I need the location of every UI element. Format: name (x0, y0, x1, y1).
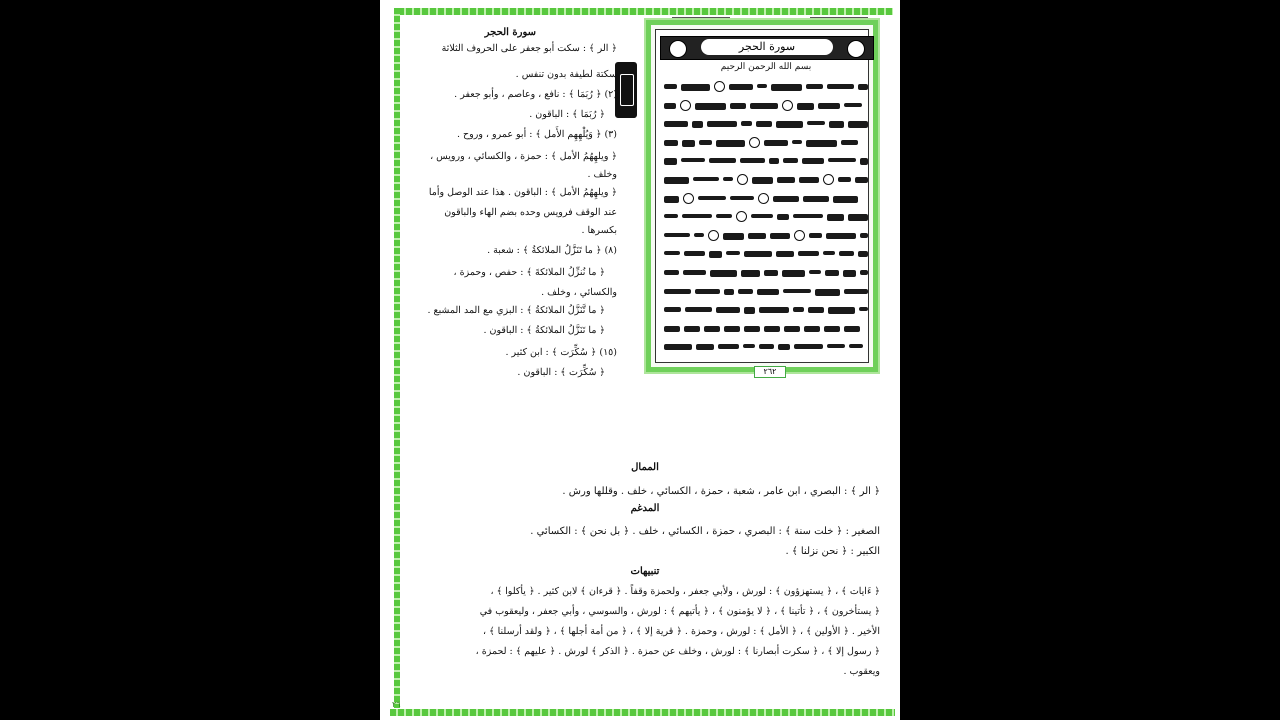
notes-line: وخلف . (587, 169, 617, 180)
calligraphy-word (759, 307, 789, 313)
calligraphy-word (664, 196, 679, 203)
calligraphy-word (858, 251, 868, 257)
page-corner-mark: ٢٦ (392, 700, 401, 709)
quran-line (662, 247, 872, 260)
calligraphy-word (682, 140, 695, 147)
calligraphy-word (716, 214, 732, 218)
calligraphy-word (859, 307, 868, 311)
notes-line: ﴿ ويلهِهُمُ الأمل ﴾ : حمزة ، والكسائي ، ورويس ، (430, 151, 617, 162)
calligraphy-word (797, 103, 814, 110)
calligraphy-word (699, 140, 712, 145)
calligraphy-word (718, 344, 739, 349)
idgham-small-line: الصغير : ﴿ خلت سنة ﴾ : البصري ، حمزة ، الكسائي ، خلف . ﴿ بل نحن ﴾ : الكسائي . (530, 526, 880, 537)
quran-line (662, 173, 872, 186)
notes-line: (٢) ﴿ رُبَمَا ﴾ : نافع ، وعاصم ، وأبو جعفر . (454, 89, 617, 100)
ayah-number-icon (782, 100, 793, 111)
calligraphy-word (664, 84, 677, 89)
calligraphy-word (798, 251, 819, 256)
quran-line (662, 192, 872, 205)
calligraphy-word (793, 307, 804, 312)
calligraphy-word (682, 214, 712, 218)
notes-line: سكتة لطيفة بدون تنفس . (515, 69, 617, 80)
calligraphy-word (770, 233, 790, 239)
calligraphy-word (825, 270, 839, 276)
calligraphy-word (794, 344, 823, 349)
calligraphy-word (828, 307, 855, 314)
calligraphy-word (783, 158, 798, 163)
tanbihat-line: ﴿ رسول إلا ﴾ ، ﴿ سكرت أبصارنا ﴾ : لورش ، وخلف عن حمزة . ﴿ الذكر ﴾ لورش . ﴿ عليهم ﴾ : لحمزة ، (475, 646, 880, 657)
tanbihat-line: ﴿ يستأخرون ﴾ ، ﴿ تأتينا ﴾ ، ﴿ لا يؤمنون ﴾ ، ﴿ يأتيهم ﴾ : لورش ، والسوسي ، وأبي جعفر ، وليعقوب في (479, 606, 880, 617)
mushaf-panel (646, 20, 878, 376)
calligraphy-word (740, 158, 765, 163)
surah-title: سورة الحجر (701, 39, 833, 55)
quran-line (662, 136, 872, 149)
ayah-count-medallion (669, 40, 687, 58)
mushaf-page-number: ٢٦٢ (754, 366, 786, 378)
notes-line: عند الوقف فرويس وحده بضم الهاء والباقون (444, 207, 617, 218)
calligraphy-word (724, 326, 740, 332)
calligraphy-word (841, 140, 858, 145)
calligraphy-word (723, 233, 744, 240)
calligraphy-word (664, 121, 688, 127)
notes-line: ﴿ سُكِّرَت ﴾ : الباقون . (517, 367, 605, 378)
book-page (380, 0, 900, 720)
calligraphy-word (860, 270, 868, 275)
calligraphy-word (726, 251, 740, 255)
quran-line (662, 99, 872, 112)
calligraphy-word (827, 344, 845, 348)
calligraphy-word (849, 344, 863, 348)
notes-title: سورة الحجر (484, 27, 536, 38)
calligraphy-word (808, 307, 824, 313)
calligraphy-word (778, 344, 790, 350)
calligraphy-word (750, 103, 778, 109)
ayah-number-icon (749, 137, 760, 148)
notes-line: بكسرها . (581, 225, 617, 236)
calligraphy-word (664, 307, 681, 312)
quran-line (662, 229, 872, 242)
calligraphy-word (695, 289, 720, 294)
calligraphy-word (784, 326, 800, 332)
calligraphy-word (664, 289, 691, 294)
calligraphy-word (843, 270, 856, 277)
calligraphy-word (844, 289, 868, 294)
calligraphy-word (694, 233, 704, 237)
basmala: بسم الله الرحمن الرحيم (720, 62, 812, 72)
calligraphy-word (664, 326, 680, 332)
calligraphy-word (723, 177, 733, 181)
calligraphy-word (764, 326, 780, 332)
calligraphy-word (710, 270, 737, 277)
calligraphy-word (664, 251, 680, 255)
calligraphy-word (782, 270, 805, 277)
calligraphy-word (828, 158, 856, 162)
calligraphy-word (827, 84, 854, 89)
calligraphy-word (759, 344, 774, 349)
calligraphy-word (838, 177, 851, 182)
calligraphy-word (804, 326, 820, 332)
calligraphy-word (757, 289, 779, 295)
calligraphy-word (683, 270, 706, 275)
calligraphy-word (833, 196, 858, 203)
tanbihat-line: ويعقوب . (843, 666, 880, 677)
calligraphy-word (776, 251, 794, 257)
calligraphy-word (730, 196, 754, 200)
quran-line (662, 322, 872, 335)
notes-line: ﴿ ويلهِهُمُ الأمل ﴾ : الباقون . هذا عند الوصل وأما (428, 187, 617, 198)
calligraphy-word (730, 103, 746, 109)
calligraphy-word (729, 84, 753, 90)
calligraphy-word (684, 251, 705, 256)
calligraphy-word (815, 289, 840, 296)
calligraphy-word (692, 121, 703, 128)
ayah-number-icon (680, 100, 691, 111)
ayah-number-icon (794, 230, 805, 241)
tanbihat-heading: تنبيهات (630, 566, 660, 577)
calligraphy-word (792, 140, 802, 144)
calligraphy-word (756, 121, 772, 127)
quran-line (662, 285, 872, 298)
calligraphy-word (803, 196, 829, 202)
ayah-number-icon (708, 230, 719, 241)
calligraphy-word (848, 121, 868, 128)
calligraphy-word (664, 270, 679, 275)
ayah-number-icon (714, 81, 725, 92)
calligraphy-word (681, 158, 705, 162)
calligraphy-word (809, 233, 822, 238)
tanbihat-line: الأخير . ﴿ الأولين ﴾ ، ﴿ الأمل ﴾ : لورش ، وحمزة . ﴿ قرية إلا ﴾ ، ﴿ من أمة أجلها ﴾ ، ﴿ ولقد أرسلنا ﴾ ، (482, 626, 880, 637)
notes-line: (٣) ﴿ وَيُلْهِهِم الأَمل ﴾ : أبو عمرو ، وروح . (456, 129, 617, 140)
calligraphy-word (829, 121, 844, 128)
calligraphy-word (709, 251, 722, 258)
calligraphy-word (773, 196, 799, 202)
calligraphy-word (681, 84, 710, 91)
calligraphy-word (806, 84, 823, 89)
ayah-number-icon (683, 193, 694, 204)
calligraphy-word (738, 289, 753, 294)
calligraphy-word (696, 344, 714, 350)
calligraphy-word (860, 233, 868, 238)
quran-line (662, 80, 872, 93)
calligraphy-word (848, 214, 868, 221)
idgham-heading: المدغم (630, 503, 660, 514)
ayah-number-icon (758, 193, 769, 204)
calligraphy-word (709, 158, 736, 163)
calligraphy-word (858, 84, 868, 90)
calligraphy-word (771, 84, 802, 91)
quran-line (662, 266, 872, 279)
decorative-border-top (398, 8, 893, 15)
calligraphy-word (744, 251, 772, 257)
calligraphy-word (664, 233, 690, 237)
ayah-number-icon (736, 211, 747, 222)
calligraphy-word (855, 177, 868, 183)
quran-line (662, 154, 872, 167)
calligraphy-word (664, 140, 678, 146)
calligraphy-word (724, 289, 734, 295)
calligraphy-word (818, 103, 840, 109)
calligraphy-word (743, 344, 755, 348)
calligraphy-word (716, 307, 740, 313)
calligraphy-word (664, 158, 677, 165)
calligraphy-word (824, 326, 840, 332)
notes-line: ﴿ ما تَنَزَّلُ الملائكةُ ﴾ : الباقون . (483, 325, 605, 336)
imala-heading: الممال (631, 462, 659, 473)
imala-line: ﴿ الر ﴾ : البصري ، ابن عامر ، شعبة ، حمزة ، الكسائي ، خلف . وقللها ورش . (562, 486, 880, 497)
calligraphy-word (741, 121, 752, 126)
calligraphy-word (839, 251, 854, 256)
notes-line: (١٥) ﴿ سُكِّرَت ﴾ : ابن كثير . (505, 347, 617, 358)
notes-line: ﴿ ما نُنزِّلُ الملائكةَ ﴾ : حفص ، وحمزة ، (453, 267, 605, 278)
notes-line: ﴿ ما تَّنَزَّلُ الملائكةُ ﴾ : البزي مع المد المشبع . (427, 305, 605, 316)
notes-line: ﴿ الر ﴾ : سكت أبو جعفر على الحروف الثلاثة (441, 43, 617, 54)
bookmark-ornament (615, 62, 637, 118)
calligraphy-word (764, 140, 788, 146)
surah-number-medallion (847, 40, 865, 58)
calligraphy-word (741, 270, 760, 277)
decorative-border-left (394, 8, 400, 708)
calligraphy-word (748, 233, 766, 239)
calligraphy-word (707, 121, 737, 127)
quran-line (662, 117, 872, 130)
notes-line: والكسائي ، وخلف . (541, 287, 617, 298)
idgham-large-line: الكبير : ﴿ نحن نزلنا ﴾ . (785, 546, 880, 557)
calligraphy-word (716, 140, 745, 147)
calligraphy-word (777, 177, 795, 183)
ayah-number-icon (737, 174, 748, 185)
calligraphy-word (809, 270, 821, 274)
tanbihat-line: ﴿ ءَايات ﴾ ، ﴿ يستهزؤون ﴾ : لورش ، ولأبي جعفر ، ولحمزة وقفاً . ﴿ قرءان ﴾ لابن كثير . ﴿ يأكلوا ﴾ ، (490, 586, 880, 597)
surah-banner (660, 36, 874, 60)
calligraphy-word (664, 344, 692, 350)
calligraphy-word (860, 158, 868, 165)
calligraphy-word (664, 214, 678, 218)
calligraphy-word (664, 177, 689, 184)
calligraphy-word (752, 177, 773, 184)
calligraphy-word (807, 121, 825, 125)
calligraphy-word (744, 326, 760, 332)
calligraphy-word (806, 140, 837, 147)
calligraphy-word (684, 326, 700, 332)
decorative-border-bottom (390, 709, 895, 716)
calligraphy-word (769, 158, 779, 164)
calligraphy-word (704, 326, 720, 332)
calligraphy-word (802, 158, 824, 164)
ayah-number-icon (823, 174, 834, 185)
calligraphy-word (664, 103, 676, 109)
calligraphy-word (776, 121, 803, 128)
calligraphy-word (799, 177, 819, 183)
calligraphy-word (764, 270, 778, 276)
calligraphy-word (793, 214, 823, 218)
calligraphy-word (826, 233, 856, 239)
calligraphy-word (685, 307, 712, 312)
quran-line (662, 340, 872, 353)
quran-line (662, 210, 872, 223)
quran-line (662, 303, 872, 316)
calligraphy-word (827, 214, 844, 221)
calligraphy-word (844, 326, 860, 332)
notes-line: (٨) ﴿ ما تَنَزَّلُ الملائكةُ ﴾ : شعبة . (487, 245, 617, 256)
calligraphy-word (744, 307, 755, 314)
calligraphy-word (695, 103, 726, 110)
notes-line: ﴿ رُبَمَا ﴾ : الباقون . (529, 109, 605, 120)
calligraphy-word (751, 214, 773, 218)
calligraphy-word (757, 84, 767, 88)
calligraphy-word (783, 289, 811, 293)
calligraphy-word (844, 103, 862, 107)
calligraphy-word (693, 177, 719, 181)
calligraphy-word (777, 214, 789, 220)
calligraphy-word (823, 251, 835, 255)
calligraphy-word (698, 196, 726, 200)
